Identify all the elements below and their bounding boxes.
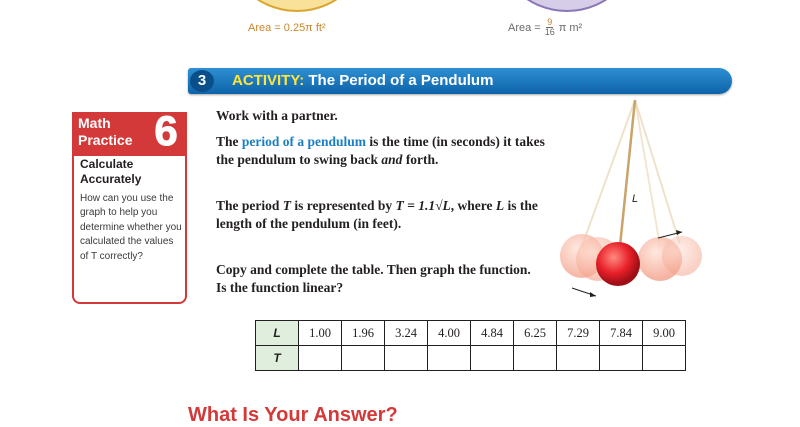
math-practice-title-line1: Math	[78, 115, 111, 131]
text-run: The period	[216, 198, 283, 213]
motion-arrowhead	[676, 230, 682, 235]
pendulum-bob-ghost	[662, 236, 702, 276]
paragraph-period-definition	[216, 133, 556, 169]
pendulum-string-ghost	[635, 100, 680, 244]
text-run: forth.	[402, 152, 439, 167]
table-cell-T-empty	[299, 346, 342, 371]
table-cell-T-empty	[557, 346, 600, 371]
table-cell-T-empty	[385, 346, 428, 371]
activity-number-badge: 3	[190, 70, 214, 92]
table-cell-L: 4.84	[471, 321, 514, 346]
table-cell-T-empty	[514, 346, 557, 371]
activity-title-text: The Period of a Pendulum	[308, 72, 494, 89]
table-cell-T-empty	[471, 346, 514, 371]
text-run: is represented by	[291, 198, 396, 213]
table-cell-L: 3.24	[385, 321, 428, 346]
pendulum-string-ghost	[635, 100, 660, 246]
table-cell-L: 1.00	[299, 321, 342, 346]
variable-T: T	[282, 198, 292, 213]
instruction-partner: Work with a partner.	[216, 108, 338, 123]
area-right-prefix: Area =	[508, 21, 541, 34]
math-practice-subtitle-line1: Calculate	[80, 157, 134, 171]
pendulum-bob	[596, 242, 640, 286]
math-practice-number: 6	[154, 107, 178, 154]
table-cell-L: 7.84	[600, 321, 643, 346]
fraction-numerator: 9	[547, 17, 553, 27]
pendulum-length-label: L	[632, 193, 639, 205]
table-header-T: T	[256, 346, 299, 371]
pendulum-table	[255, 320, 686, 371]
table-cell-T-empty	[643, 346, 686, 371]
math-practice-title	[78, 115, 158, 149]
fraction-denominator: 16	[544, 27, 555, 37]
section-heading-answer: What Is Your Answer?	[188, 404, 398, 426]
formula: T = 1.1√L	[395, 198, 451, 213]
pendulum-illustration	[560, 96, 720, 306]
area-right-fraction	[544, 18, 556, 37]
variable-L: L	[495, 198, 505, 213]
table-cell-T-empty	[342, 346, 385, 371]
text-run: , where	[450, 198, 496, 213]
area-right-suffix: π m²	[558, 21, 583, 34]
text-run: is the time (in seconds) it takes the pendulum to swing back	[216, 134, 545, 167]
table-row-T	[256, 346, 686, 371]
table-row-L	[256, 321, 686, 346]
text-run: The	[216, 134, 242, 149]
motion-arrowhead	[590, 292, 596, 297]
table-cell-L: 4.00	[428, 321, 471, 346]
table-cell-L: 6.25	[514, 321, 557, 346]
table-cell-L: 7.29	[557, 321, 600, 346]
shape-circle-right	[490, 0, 644, 12]
math-practice-subtitle-line2: Accurately	[80, 172, 142, 186]
table-cell-T-empty	[428, 346, 471, 371]
area-label-left: Area = 0.25π ft²	[248, 22, 326, 34]
math-practice-question: How can you use the graph to help you determine whether you calculated the values of T correctly?	[80, 193, 182, 262]
table-cell-L: 9.00	[643, 321, 686, 346]
table-header-L: L	[256, 321, 299, 346]
paragraph-period-formula	[216, 197, 556, 233]
activity-keyword: ACTIVITY:	[232, 72, 305, 89]
table-cell-L: 1.96	[342, 321, 385, 346]
math-practice-subtitle	[80, 157, 180, 187]
term-period-of-a-pendulum: period of a pendulum	[241, 134, 367, 149]
text-run: is the length of the pendulum (in feet).	[216, 198, 538, 231]
math-practice-title-line2: Practice	[78, 132, 133, 148]
paragraph-table-instructions: Copy and complete the table. Then graph the function. Is the function linear?	[216, 262, 531, 295]
text-run-italic: and	[381, 152, 403, 167]
area-label-right	[508, 18, 582, 37]
activity-title	[232, 72, 493, 89]
table-cell-T-empty	[600, 346, 643, 371]
shape-circle-left	[220, 0, 374, 12]
